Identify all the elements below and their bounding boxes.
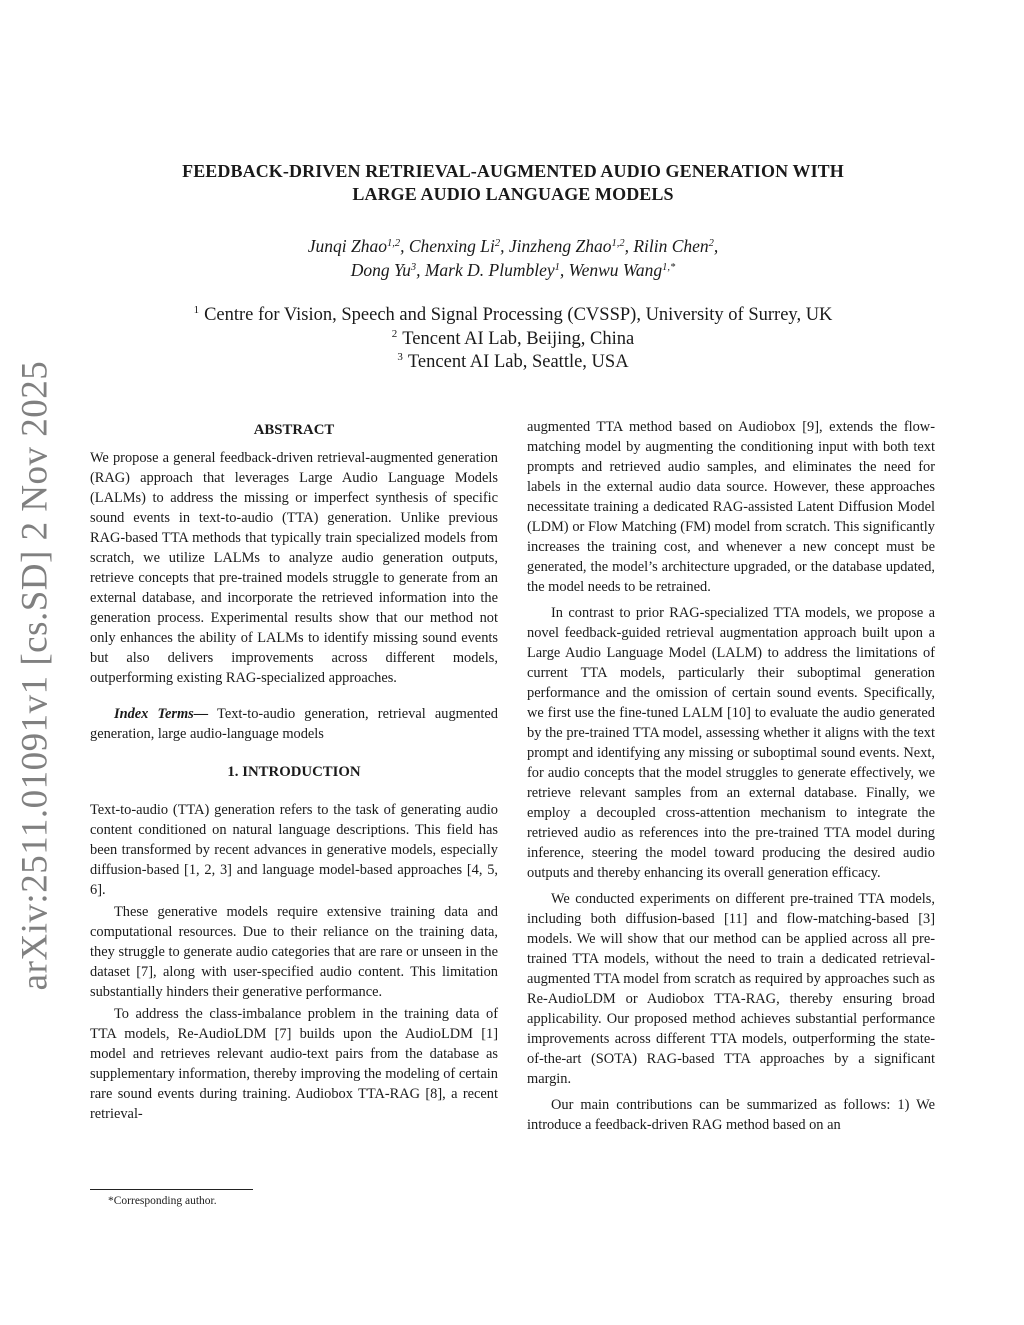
author-affiliation-mark: 1,2 (611, 238, 625, 249)
footnote-rule (90, 1189, 253, 1190)
arxiv-stamp (10, 360, 60, 990)
affiliation-line (90, 328, 936, 352)
author-affiliation-mark: 1 (554, 262, 560, 273)
author-name: Mark D. Plumbley (424, 260, 555, 280)
index-terms-text: Text-to-audio generation, retrieval augmented generation, large audio-language models (90, 706, 498, 742)
affiliation-list (90, 304, 936, 375)
left-column (90, 420, 498, 1124)
affiliation-line (90, 304, 936, 328)
author-list (90, 234, 936, 282)
abstract-heading: ABSTRACT (253, 422, 335, 438)
affiliation-line (90, 351, 936, 375)
author-separator: , (400, 236, 409, 256)
author-line-2 (90, 258, 936, 282)
author-separator: , (416, 260, 425, 280)
index-terms-label: Index Terms— (114, 706, 209, 722)
author-affiliation-mark: 1,2 (386, 238, 401, 249)
title-line-1: FEEDBACK-DRIVEN RETRIEVAL-AUGMENTED AUDIO GENERATION WITH (182, 161, 844, 181)
paper-title (90, 160, 936, 206)
author-separator: , (713, 236, 719, 256)
author-name: Dong Yu (350, 260, 411, 280)
author-name: Chenxing Li (408, 236, 495, 256)
footnote: *Corresponding author. (108, 1195, 217, 1207)
intro-paragraph-2: These generative models require extensive training data and computational resources. Due to their reliance on the training data, they struggle to generate audio categories that are rare or unseen in the dataset [7], along with user-specified audio content. This limitation substantially hinders their generative performance. (90, 904, 498, 1000)
intro-paragraph-6: We conducted experiments on different pre-trained TTA models, including both diffusion-based [11] and flow-matching-based [3] models. We will show that our method can be applied across all pre-trained TTA models, without the need to train a dedicated retrieval-augmented TTA model from scratch as required by approaches such as Re-AudioLDM or Audiobox TTA-RAG, thereby ensuring broad applicability. Our proposed method achieves substantial performance improvements across different TTA models, outperforming the state-of-the-art (SOTA) RAG-based TTA approaches by a significant margin. (527, 891, 935, 1087)
intro-paragraph-5: In contrast to prior RAG-specialized TTA models, we propose a novel feedback-guided retrieval augmentation approach built upon a Large Audio Language Model (LALM) to address the limitations of current TTA models, particularly their suboptimal generation performance and the omission of certain sound events. Specifically, we first use the fine-tuned LALM [10] to evaluate the audio generated by the pre-trained TTA model, assessing whether it aligns with the text prompt and identifying any missing or suboptimal sound events. Next, for audio concepts that the model struggles to generate effectively, we retrieve relevant samples from an external database. Finally, we employ a decoupled cross-attention mechanism to integrate the retrieved audio as references into the pre-trained TTA model during inference, steering the model toward producing the desired audio outputs and thereby enhancing its overall generation efficacy. (527, 605, 935, 881)
intro-paragraph-1: Text-to-audio (TTA) generation refers to the task of generating audio content conditioned on natural language descriptions. This field has been transformed by recent advances in generative models, especially diffusion-based [1, 2, 3] and language model-based approaches [4, 5, 6]. (90, 802, 498, 898)
affiliation-text: Centre for Vision, Speech and Signal Processing (CVSSP), University of Surrey, UK (204, 305, 833, 325)
author-separator: , (624, 236, 634, 256)
affiliation-text: Tencent AI Lab, Beijing, China (402, 328, 635, 349)
index-terms (90, 704, 498, 744)
affiliation-text: Tencent AI Lab, Seattle, USA (407, 352, 629, 372)
intro-paragraph-4: augmented TTA method based on Audiobox [9], extends the flow-matching model by augmenting the conditioning input with both text prompts and retrieved audio samples, and eliminates the need for labels in the external audio data source. However, these approaches necessitate training a dedicated RAG-assisted Latent Diffusion Model (LDM) or Flow Matching (FM) model from scratch. This significantly increases the training cost, and whenever a new concept must be generated, the model’s architecture upgraded, or the database updated, the model needs to be retrained. (527, 419, 935, 595)
author-separator: , (559, 260, 569, 280)
intro-paragraph-7: Our main contributions can be summarized as follows: 1) We introduce a feedback-driven RAG method based on an (527, 1097, 935, 1133)
author-name: Wenwu Wang (568, 260, 663, 280)
affiliation-number: 1 (193, 304, 200, 316)
author-name: Jinzheng Zhao (508, 236, 612, 256)
author-line-1 (90, 234, 936, 258)
author-affiliation-mark: 2 (708, 238, 714, 249)
arxiv-identifier: arXiv:2511.01091v1 [cs.SD] 2 Nov 2025 (14, 360, 56, 990)
author-separator: , (500, 236, 509, 256)
author-name: Rilin Chen (633, 236, 709, 256)
author-affiliation-mark: 3 (410, 262, 417, 273)
affiliation-number: 2 (391, 327, 398, 340)
title-line-2: LARGE AUDIO LANGUAGE MODELS (352, 184, 674, 204)
affiliation-number: 3 (397, 351, 403, 363)
intro-paragraph-3: To address the class-imbalance problem in the training data of TTA models, Re-AudioLDM [7] builds upon the AudioLDM [1] model and retrieves relevant audio-text pairs from the database as supplementary information, thereby improving the modeling of certain rare sound events during training. Audiobox TTA-RAG [8], a recent retrieval- (90, 1006, 498, 1122)
introduction-heading: 1. INTRODUCTION (227, 764, 361, 780)
author-name: Junqi Zhao (307, 236, 387, 256)
author-affiliation-mark: 2 (494, 238, 501, 249)
author-affiliation-mark: 1,* (662, 262, 676, 273)
abstract-text: We propose a general feedback-driven retrieval-augmented generation (RAG) approach that leverages Large Audio Language Models (LALMs) to address the missing or imperfect synthesis of specific sound events in text-to-audio (TTA) generation. Unlike previous RAG-based TTA methods that typically train specialized models from scratch, we utilize LALMs to analyze audio generation outputs, retrieve concepts that pre-trained models struggle to generate from an external database, and incorporate the retrieved information into the generation process. Experimental results show that our method not only enhances the ability of LALMs to identify missing sound events but also delivers improvements across different models, outperforming existing RAG-specialized approaches. (90, 450, 498, 686)
right-column (527, 417, 935, 1135)
